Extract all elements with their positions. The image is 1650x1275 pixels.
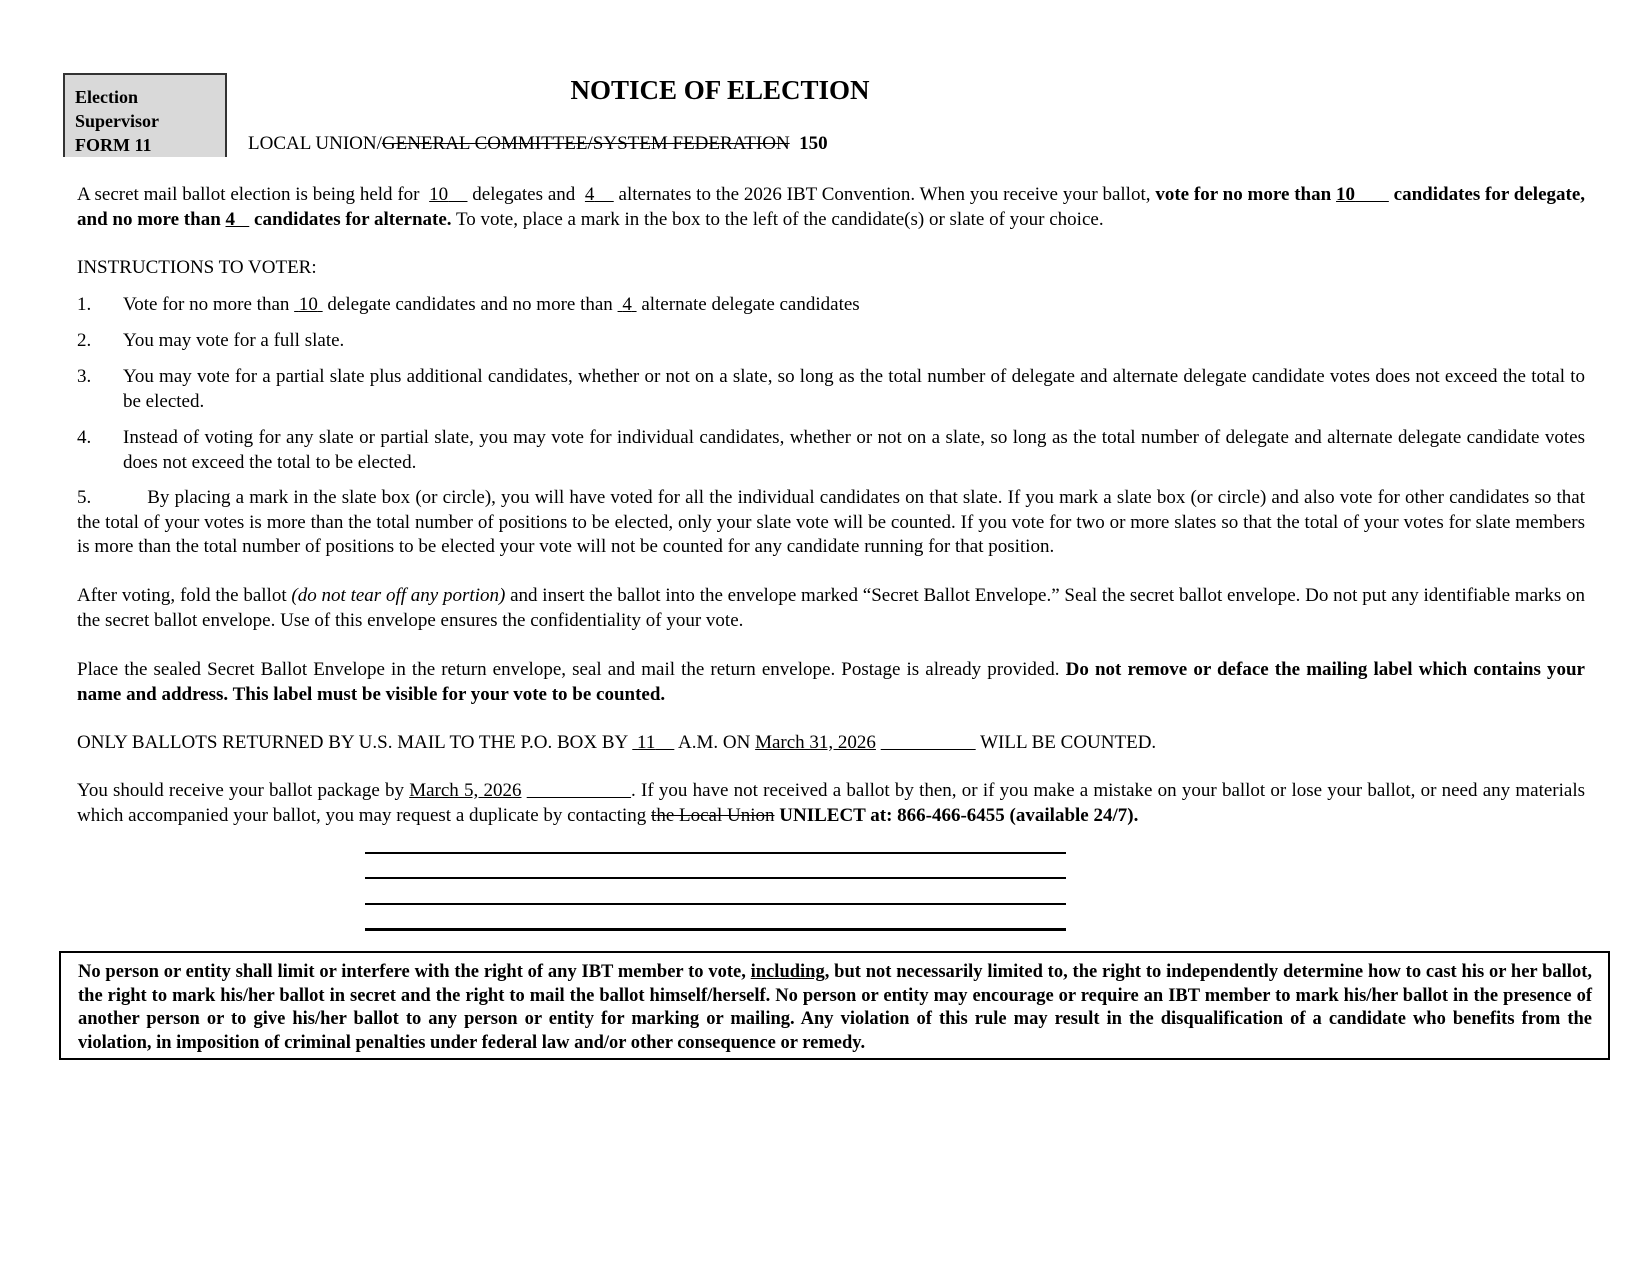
deadline-paragraph: ONLY BALLOTS RETURNED BY U.S. MAIL TO THE P.O. BOX BY 11 A.M. ON March 31, 2026 WILL BE COUNTED. [77, 732, 1157, 753]
struck-text: GENERAL COMMITTEE/SYSTEM FEDERATION [381, 133, 790, 154]
receive-ballot-paragraph: You should receive your ballot package by March 5, 2026 . If you have not received a ballot by then, or if you make a mistake on your ballot or lose your ballot, or need any materials which accompanied your ballot, you may request a duplicate by contacting the Local Union UNILECT at: 866-466-6455 (available 24/7). [77, 780, 1585, 826]
struck-text: the Local Union [651, 804, 775, 826]
voter-rights-notice: No person or entity shall limit or interfere with the right of any IBT member to vote, including, but not necessarily limited to, the right to independently determine how to cast his or her ballot, the right to mark his/her ballot in secret and the right to mail the ballot himself/herself. No person or entity may encourage or require an IBT member to mark his/her ballot in the presence of another person or to give his/her ballot to any person or entity for marking or mailing. Any violation of this rule may result in the disqualification of a candidate who benefits from the violation, in imposition of criminal penalties under federal law and/or other consequence or remedy. [59, 951, 1610, 1060]
form-label-line: Supervisor [75, 111, 160, 131]
text: candidates for delegate, and no more than [77, 184, 1586, 230]
bold-warning: Do not remove or deface the mailing label which contains your name and address. This label must be visible for your vote to be counted. [77, 659, 1585, 705]
item-number: 1. [77, 294, 92, 315]
text: candidates for alternate. [249, 208, 452, 230]
text: vote for no more than [1155, 184, 1337, 205]
deadline-hour: 11 [637, 732, 656, 753]
instruction-item [77, 486, 1585, 560]
text: A secret mail ballot election is being held for [77, 184, 425, 205]
alternate-count: 4 [584, 184, 595, 205]
page-title [0, 75, 1440, 105]
item-number: 4. [77, 427, 92, 448]
local-union-prefix: LOCAL UNION/ [248, 133, 382, 154]
blank-line [365, 928, 1066, 931]
title-text: NOTICE OF ELECTION [570, 75, 870, 105]
instruction-item [77, 426, 1585, 475]
return-envelope-paragraph: Place the sealed Secret Ballot Envelope in the return envelope, seal and mail the return envelope. Postage is already provided. Do not remove or deface the mailing label which contains your name and address. This label must be visible for your vote to be counted. [77, 659, 1585, 705]
blank-line [365, 852, 1066, 854]
local-union-line [248, 132, 828, 157]
receive-date: March 5, 2026 [409, 780, 522, 801]
item-text: You may vote for a full slate. [123, 330, 345, 351]
instructions-heading: INSTRUCTIONS TO VOTER: [77, 257, 317, 278]
blank-line [365, 903, 1066, 905]
text: alternates to the 2026 IBT Convention. When you receive your ballot, [613, 184, 1156, 205]
text: delegates and [467, 184, 581, 205]
item-number: 5. [77, 487, 92, 508]
blank-line [365, 877, 1066, 879]
item-text: Vote for no more than 10 delegate candidates and no more than 4 alternate delegate candidates [123, 294, 860, 315]
contact-info: UNILECT at: 866-466-6455 (available 24/7). [774, 804, 1139, 826]
instruction-item [77, 329, 1585, 354]
italic-note: (do not tear off any portion) [291, 585, 506, 606]
after-voting-paragraph: After voting, fold the ballot (do not tear off any portion) and insert the ballot into the envelope marked “Secret Ballot Envelope.” Seal the secret ballot envelope. Do not put any identifiable marks on the secret ballot envelope. Use of this envelope ensures the confidentiality of your vote. [77, 585, 1586, 631]
vote-delegate-count: 10 [1336, 184, 1356, 205]
underlined-text: including [750, 962, 825, 982]
local-union-number: 150 [799, 133, 828, 154]
instruction-item [77, 365, 1585, 414]
intro-paragraph [77, 183, 1585, 232]
item-text: By placing a mark in the slate box (or circle), you will have voted for all the individual candidates on that slate. If you mark a slate box (or circle) and also vote for other candidates so that the total of your votes is more than the total number of positions to be elected, only your slate vote will be counted. If you vote for two or more slates so that the total of your votes for slate members is more than the total number of positions to be elected your vote will not be counted for any candidate running for that position. [77, 487, 1585, 557]
instruction-item [77, 293, 1585, 318]
text: To vote, place a mark in the box to the left of the candidate(s) or slate of your choice. [451, 208, 1104, 230]
vote-alternate-count: 4 [225, 208, 236, 230]
delegate-count: 10 [429, 184, 449, 205]
item-number: 3. [77, 366, 92, 387]
form-label-line: FORM 11 [75, 135, 152, 155]
deadline-date: March 31, 2026 [755, 732, 876, 753]
item-text: Instead of voting for any slate or partial slate, you may vote for individual candidates, whether or not on a slate, so long as the total number of delegate and alternate delegate candidate votes does not exceed the total to be elected. [123, 427, 1585, 473]
item-text: You may vote for a partial slate plus additional candidates, whether or not on a slate, so long as the total number of delegate and alternate delegate candidate votes does not exceed the total to be elected. [123, 366, 1585, 412]
item-number: 2. [77, 330, 92, 351]
form-label-line: Election [75, 87, 138, 107]
